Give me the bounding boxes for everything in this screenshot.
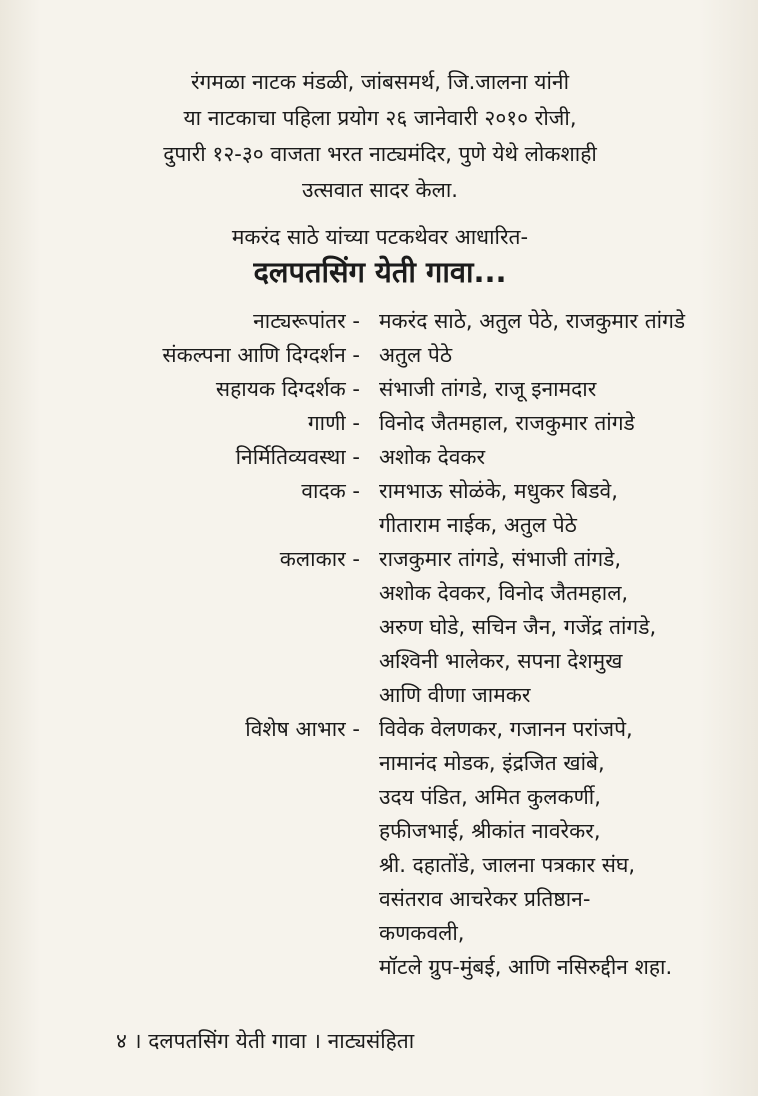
credit-name-line: मकरंद साठे, अतुल पेठे, राजकुमार तांगडे: [379, 309, 686, 333]
credit-name-line: अशोक देवकर, विनोद जैतमहाल,: [379, 581, 629, 605]
credit-names: [379, 542, 749, 712]
credit-row: [0, 406, 758, 440]
credit-name-line: विनोद जैतमहाल, राजकुमार तांगडे: [379, 411, 635, 435]
credit-role: वादक -: [301, 479, 360, 503]
credit-name-line: अतुल पेठे: [379, 343, 453, 367]
credit-name-line: नामानंद मोडक, इंद्रजित खांबे,: [379, 751, 605, 775]
credit-names: [379, 304, 749, 338]
credit-name-line: गीताराम नाईक, अतुल पेठे: [379, 513, 577, 537]
page-footer: ४ । दलपतसिंग येती गावा । नाट्यसंहिता: [116, 1029, 415, 1053]
intro-line: उत्सवात सादर केला.: [301, 178, 458, 202]
credit-name-line: राजकुमार तांगडे, संभाजी तांगडे,: [379, 547, 622, 571]
credit-names: [379, 712, 749, 984]
intro-paragraph: [80, 64, 680, 208]
credit-role: गाणी -: [307, 411, 360, 435]
credit-role: कलाकार -: [279, 547, 360, 571]
credit-role: नाट्यरूपांतर -: [253, 309, 360, 333]
credit-row: [0, 338, 758, 372]
credit-names: [379, 474, 749, 542]
intro-line: रंगमळा नाटक मंडळी, जांबसमर्थ, जि.जालना यांनी: [190, 70, 570, 94]
credit-name-line: मॉटले ग्रुप-मुंबई, आणि नसिरुद्दीन शहा.: [379, 955, 673, 979]
basis-line: मकरंद साठे यांच्या पटकथेवर आधारित-: [231, 225, 529, 249]
credit-row: [0, 372, 758, 406]
intro-line: दुपारी १२-३० वाजता भरत नाट्यमंदिर, पुणे येथे लोकशाही: [163, 142, 597, 166]
credits-list: [0, 304, 758, 984]
play-title: दलपतसिंग येती गावा...: [253, 255, 507, 289]
intro-line: या नाटकाचा पहिला प्रयोग २६ जानेवारी २०१० रोजी,: [183, 106, 577, 130]
credit-name-line: अश्विनी भालेकर, सपना देशमुख: [379, 649, 623, 673]
credit-names: [379, 338, 749, 372]
credit-names: [379, 440, 749, 474]
credit-role: सहायक दिग्दर्शक -: [215, 377, 360, 401]
credit-name-line: उदय पंडित, अमित कुलकर्णी,: [379, 785, 601, 809]
credit-name-line: आणि वीणा जामकर: [379, 683, 531, 707]
credit-names: [379, 372, 749, 406]
credit-names: [379, 406, 749, 440]
credit-name-line: रामभाऊ सोळंके, मधुकर बिडवे,: [379, 479, 618, 503]
credit-row: [0, 542, 758, 712]
credit-name-line: हफीजभाई, श्रीकांत नावरेकर,: [379, 819, 601, 843]
credit-name-line: विवेक वेलणकर, गजानन परांजपे,: [379, 717, 633, 741]
credit-name-line: अरुण घोडे, सचिन जैन, गजेंद्र तांगडे,: [379, 615, 657, 639]
credit-name-line: संभाजी तांगडे, राजू इनामदार: [379, 377, 597, 401]
credit-name-line: अशोक देवकर: [379, 445, 486, 469]
credit-row: [0, 440, 758, 474]
credit-row: [0, 712, 758, 984]
credit-name-line: कणकवली,: [379, 921, 465, 945]
credit-role: विशेष आभार -: [245, 717, 360, 741]
credit-role: निर्मितिव्यवस्था -: [235, 445, 360, 469]
credit-role: संकल्पना आणि दिग्दर्शन -: [162, 343, 360, 367]
credit-name-line: वसंतराव आचरेकर प्रतिष्ठान-: [379, 887, 591, 911]
credit-row: [0, 304, 758, 338]
credit-row: [0, 474, 758, 542]
credit-name-line: श्री. दहातोंडे, जालना पत्रकार संघ,: [379, 853, 636, 877]
